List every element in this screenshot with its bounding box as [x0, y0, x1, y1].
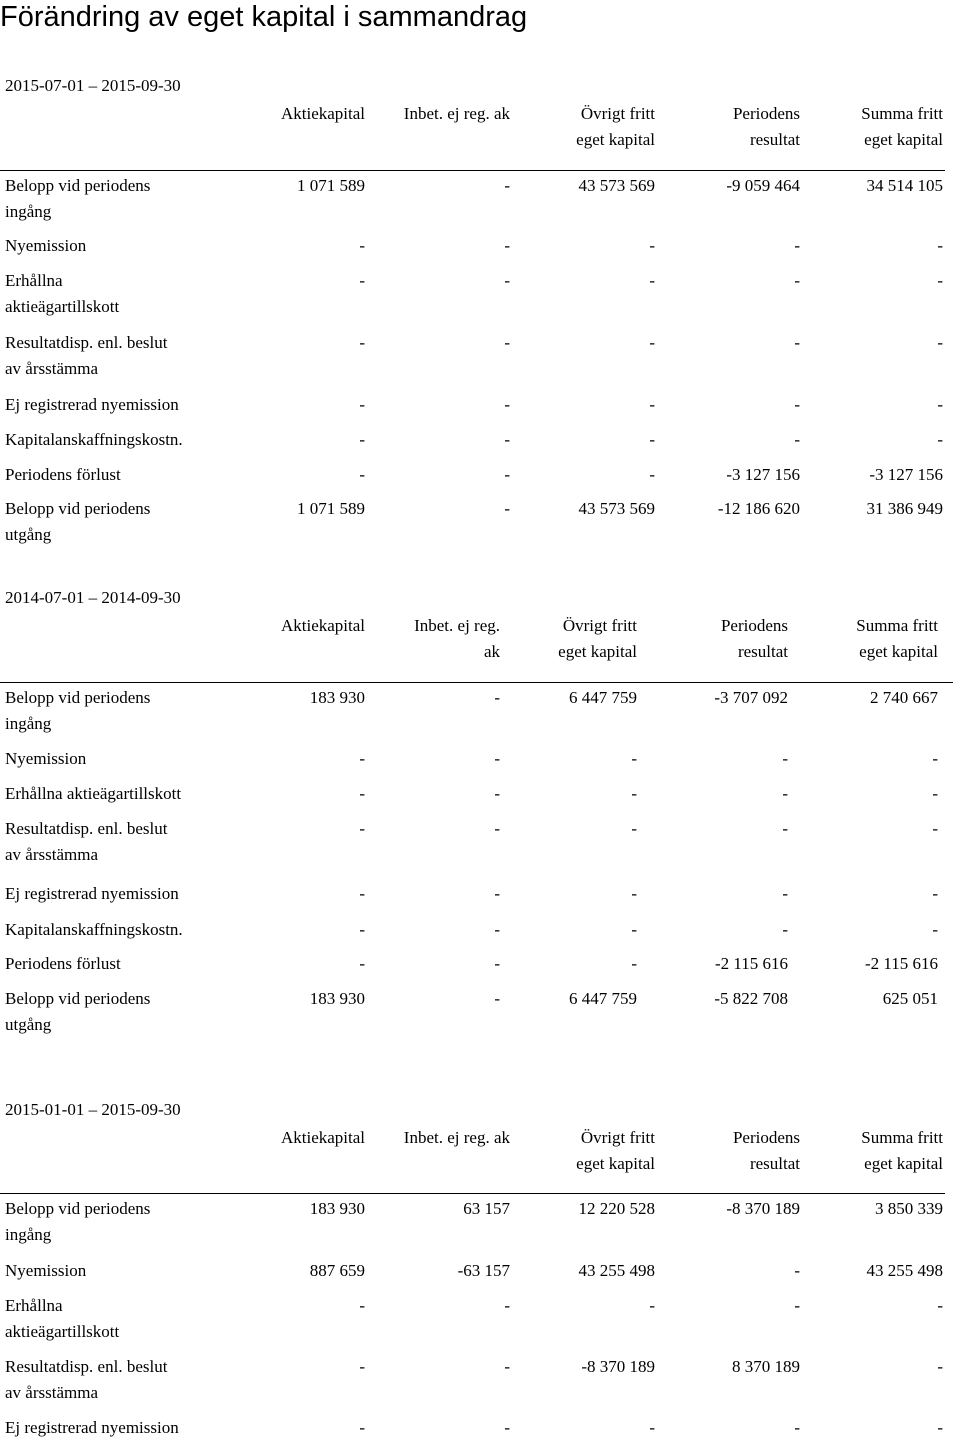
table-cell: - — [782, 749, 788, 768]
column-header-line: Summa fritt — [861, 104, 943, 123]
table-cell: - — [494, 819, 500, 838]
table-cell: - — [937, 1418, 943, 1437]
table-cell: -3 707 092 — [714, 688, 788, 707]
table-cell: - — [359, 271, 365, 290]
table-cell: - — [649, 1418, 655, 1437]
table-cell: - — [937, 395, 943, 414]
table-cell: - — [649, 395, 655, 414]
column-header-line: ak — [483, 642, 500, 661]
header-divider — [0, 170, 945, 171]
row-label-line: av årsstämma — [5, 359, 98, 378]
row-label — [5, 1258, 86, 1284]
row-label — [5, 1293, 119, 1345]
table-cell: - — [937, 430, 943, 449]
row-label-line: Kapitalanskaffningskostn. — [5, 920, 183, 939]
table-cell: - — [359, 819, 365, 838]
row-label — [5, 746, 86, 772]
table-cell: - — [359, 954, 365, 973]
table-cell: -5 822 708 — [714, 989, 788, 1008]
table-cell: - — [794, 1296, 800, 1315]
table-cell: - — [504, 430, 510, 449]
table-cell: - — [359, 1357, 365, 1376]
column-header — [375, 1125, 510, 1151]
page-title: Förändring av eget kapital i sammandrag — [0, 1, 528, 33]
table-cell: - — [932, 784, 938, 803]
column-header-line: Aktiekapital — [280, 616, 365, 635]
column-header-line: resultat — [749, 130, 800, 149]
row-label-line: ingång — [5, 1225, 52, 1244]
table-cell: - — [631, 954, 637, 973]
table-cell: - — [782, 819, 788, 838]
table-cell: - — [504, 176, 510, 195]
row-label-line: Ej registrerad nyemission — [5, 395, 179, 414]
row-label-line: Belopp vid periodens — [5, 1199, 151, 1218]
row-label-line: Belopp vid periodens — [5, 499, 151, 518]
table-cell: 43 255 498 — [578, 1261, 655, 1280]
row-label-line: av årsstämma — [5, 1383, 98, 1402]
row-label — [5, 427, 183, 453]
column-header-line: Summa fritt — [856, 616, 938, 635]
row-label — [5, 1415, 179, 1441]
header-divider — [0, 682, 953, 683]
table-cell: 34 514 105 — [866, 176, 943, 195]
period-heading: 2014-07-01 – 2014-09-30 — [5, 588, 181, 607]
table-cell: 43 573 569 — [578, 499, 655, 518]
table-cell: - — [782, 920, 788, 939]
row-label-line: Nyemission — [5, 1261, 87, 1280]
table-cell: - — [937, 236, 943, 255]
column-header-line: resultat — [737, 642, 788, 661]
table-cell: - — [649, 430, 655, 449]
row-label-line: Periodens förlust — [5, 954, 121, 973]
table-cell: - — [631, 749, 637, 768]
table-cell: - — [504, 333, 510, 352]
table-cell: 1 071 589 — [297, 499, 365, 518]
table-cell: - — [504, 1296, 510, 1315]
table-cell: - — [359, 1418, 365, 1437]
column-header-line: Aktiekapital — [280, 1128, 365, 1147]
row-label-line: Resultatdisp. enl. beslut — [5, 819, 168, 838]
row-label — [5, 1354, 167, 1406]
table-cell: - — [631, 784, 637, 803]
row-label — [5, 233, 86, 259]
table-cell: - — [937, 1357, 943, 1376]
table-cell: - — [794, 1418, 800, 1437]
table-cell: -3 127 156 — [726, 465, 800, 484]
table-cell: - — [932, 749, 938, 768]
row-label — [5, 881, 179, 907]
column-header-line: Övrigt fritt — [562, 616, 637, 635]
table-cell: - — [504, 499, 510, 518]
table-cell: - — [794, 1261, 800, 1280]
column-header — [230, 613, 365, 639]
column-header — [365, 613, 500, 665]
table-cell: - — [504, 236, 510, 255]
row-label — [5, 330, 167, 382]
column-header-line: Aktiekapital — [280, 104, 365, 123]
column-header-line: Periodens — [732, 104, 800, 123]
row-label — [5, 917, 183, 943]
table-cell: -8 370 189 — [581, 1357, 655, 1376]
table-cell: -2 115 616 — [714, 954, 788, 973]
row-label-line: utgång — [5, 1015, 52, 1034]
table-cell: -2 115 616 — [864, 954, 938, 973]
period-heading: 2015-07-01 – 2015-09-30 — [5, 76, 181, 95]
period-heading: 2015-01-01 – 2015-09-30 — [5, 1100, 181, 1119]
table-cell: - — [932, 819, 938, 838]
column-header-line: Inbet. ej reg. ak — [403, 1128, 510, 1147]
column-header-line: Inbet. ej reg. ak — [403, 104, 510, 123]
table-cell: -8 370 189 — [726, 1199, 800, 1218]
row-label-line: Belopp vid periodens — [5, 176, 151, 195]
column-header — [808, 1125, 943, 1177]
column-header-line: Övrigt fritt — [580, 1128, 655, 1147]
table-cell: 3 850 339 — [875, 1199, 943, 1218]
column-header — [665, 101, 800, 153]
row-label-line: av årsstämma — [5, 845, 98, 864]
table-cell: 43 255 498 — [866, 1261, 943, 1280]
table-cell: 183 930 — [309, 989, 365, 1008]
table-cell: 6 447 759 — [569, 989, 637, 1008]
table-cell: 625 051 — [882, 989, 938, 1008]
column-header-line: Periodens — [720, 616, 788, 635]
row-label — [5, 173, 150, 225]
table-cell: - — [494, 749, 500, 768]
row-label-line: Erhållna aktieägartillskott — [5, 784, 182, 803]
table-cell: 63 157 — [463, 1199, 510, 1218]
table-cell: -3 127 156 — [869, 465, 943, 484]
table-cell: 6 447 759 — [569, 688, 637, 707]
table-cell: - — [359, 1296, 365, 1315]
table-cell: -9 059 464 — [726, 176, 800, 195]
column-header-line: eget kapital — [864, 1154, 943, 1173]
table-cell: - — [932, 920, 938, 939]
column-header-line: Summa fritt — [861, 1128, 943, 1147]
column-header — [375, 101, 510, 127]
row-label-line: ingång — [5, 202, 52, 221]
table-cell: - — [782, 784, 788, 803]
row-label — [5, 951, 121, 977]
row-label — [5, 462, 121, 488]
table-cell: - — [359, 749, 365, 768]
table-cell: - — [494, 989, 500, 1008]
row-label — [5, 1196, 150, 1248]
row-label-line: Periodens förlust — [5, 465, 121, 484]
table-cell: - — [504, 465, 510, 484]
table-cell: - — [359, 430, 365, 449]
header-divider — [0, 1193, 945, 1194]
row-label-line: Ej registrerad nyemission — [5, 884, 179, 903]
table-cell: -63 157 — [457, 1261, 510, 1280]
column-header-line: Periodens — [732, 1128, 800, 1147]
table-cell: - — [649, 271, 655, 290]
table-cell: - — [631, 819, 637, 838]
row-label-line: Resultatdisp. enl. beslut — [5, 333, 168, 352]
column-header-line: eget kapital — [576, 130, 655, 149]
row-label-line: Erhållna — [5, 271, 63, 290]
row-label-line: aktieägartillskott — [5, 297, 120, 316]
column-header — [665, 1125, 800, 1177]
row-label-line: Belopp vid periodens — [5, 989, 151, 1008]
column-header — [520, 1125, 655, 1177]
table-cell: - — [494, 954, 500, 973]
row-label-line: Ej registrerad nyemission — [5, 1418, 179, 1437]
row-label-line: Resultatdisp. enl. beslut — [5, 1357, 168, 1376]
row-label — [5, 496, 150, 548]
table-cell: - — [494, 688, 500, 707]
table-cell: 887 659 — [309, 1261, 365, 1280]
table-cell: - — [504, 271, 510, 290]
table-cell: - — [504, 1357, 510, 1376]
column-header-line: Inbet. ej reg. — [414, 616, 500, 635]
table-cell: 12 220 528 — [578, 1199, 655, 1218]
row-label-line: ingång — [5, 714, 52, 733]
table-cell: 183 930 — [309, 688, 365, 707]
table-cell: 183 930 — [309, 1199, 365, 1218]
table-cell: - — [937, 333, 943, 352]
table-cell: - — [359, 395, 365, 414]
table-cell: 1 071 589 — [297, 176, 365, 195]
table-cell: - — [794, 430, 800, 449]
column-header-line: eget kapital — [859, 642, 938, 661]
table-cell: - — [794, 333, 800, 352]
table-cell: 2 740 667 — [870, 688, 938, 707]
table-cell: 8 370 189 — [732, 1357, 800, 1376]
row-label-line: Nyemission — [5, 749, 87, 768]
table-cell: - — [359, 920, 365, 939]
table-cell: - — [649, 1296, 655, 1315]
row-label-line: Belopp vid periodens — [5, 688, 151, 707]
table-cell: - — [649, 333, 655, 352]
row-label-line: Erhållna — [5, 1296, 63, 1315]
column-header — [230, 101, 365, 127]
column-header — [653, 613, 788, 665]
column-header-line: eget kapital — [558, 642, 637, 661]
row-label-line: Kapitalanskaffningskostn. — [5, 430, 183, 449]
table-cell: - — [794, 271, 800, 290]
table-cell: - — [359, 333, 365, 352]
table-cell: 31 386 949 — [866, 499, 943, 518]
row-label-line: Nyemission — [5, 236, 87, 255]
table-cell: - — [932, 884, 938, 903]
column-header — [803, 613, 938, 665]
table-cell: - — [494, 884, 500, 903]
table-cell: - — [782, 884, 788, 903]
column-header — [520, 101, 655, 153]
table-cell: - — [359, 884, 365, 903]
table-cell: - — [794, 236, 800, 255]
table-cell: - — [359, 236, 365, 255]
column-header-line: Övrigt fritt — [580, 104, 655, 123]
row-label — [5, 268, 119, 320]
column-header — [502, 613, 637, 665]
table-cell: - — [937, 271, 943, 290]
table-cell: -12 186 620 — [717, 499, 800, 518]
table-cell: - — [649, 465, 655, 484]
row-label — [5, 816, 167, 868]
row-label — [5, 685, 150, 737]
row-label — [5, 986, 150, 1038]
table-cell: - — [937, 1296, 943, 1315]
row-label — [5, 392, 179, 418]
column-header-line: resultat — [749, 1154, 800, 1173]
table-cell: - — [504, 1418, 510, 1437]
table-cell: - — [631, 920, 637, 939]
column-header-line: eget kapital — [576, 1154, 655, 1173]
table-cell: - — [649, 236, 655, 255]
table-cell: 43 573 569 — [578, 176, 655, 195]
column-header-line: eget kapital — [864, 130, 943, 149]
row-label-line: utgång — [5, 525, 52, 544]
table-cell: - — [494, 920, 500, 939]
table-cell: - — [794, 395, 800, 414]
table-cell: - — [359, 465, 365, 484]
table-cell: - — [494, 784, 500, 803]
row-label-line: aktieägartillskott — [5, 1322, 120, 1341]
column-header — [808, 101, 943, 153]
table-cell: - — [359, 784, 365, 803]
column-header — [230, 1125, 365, 1151]
table-cell: - — [631, 884, 637, 903]
row-label — [5, 781, 181, 807]
table-cell: - — [504, 395, 510, 414]
